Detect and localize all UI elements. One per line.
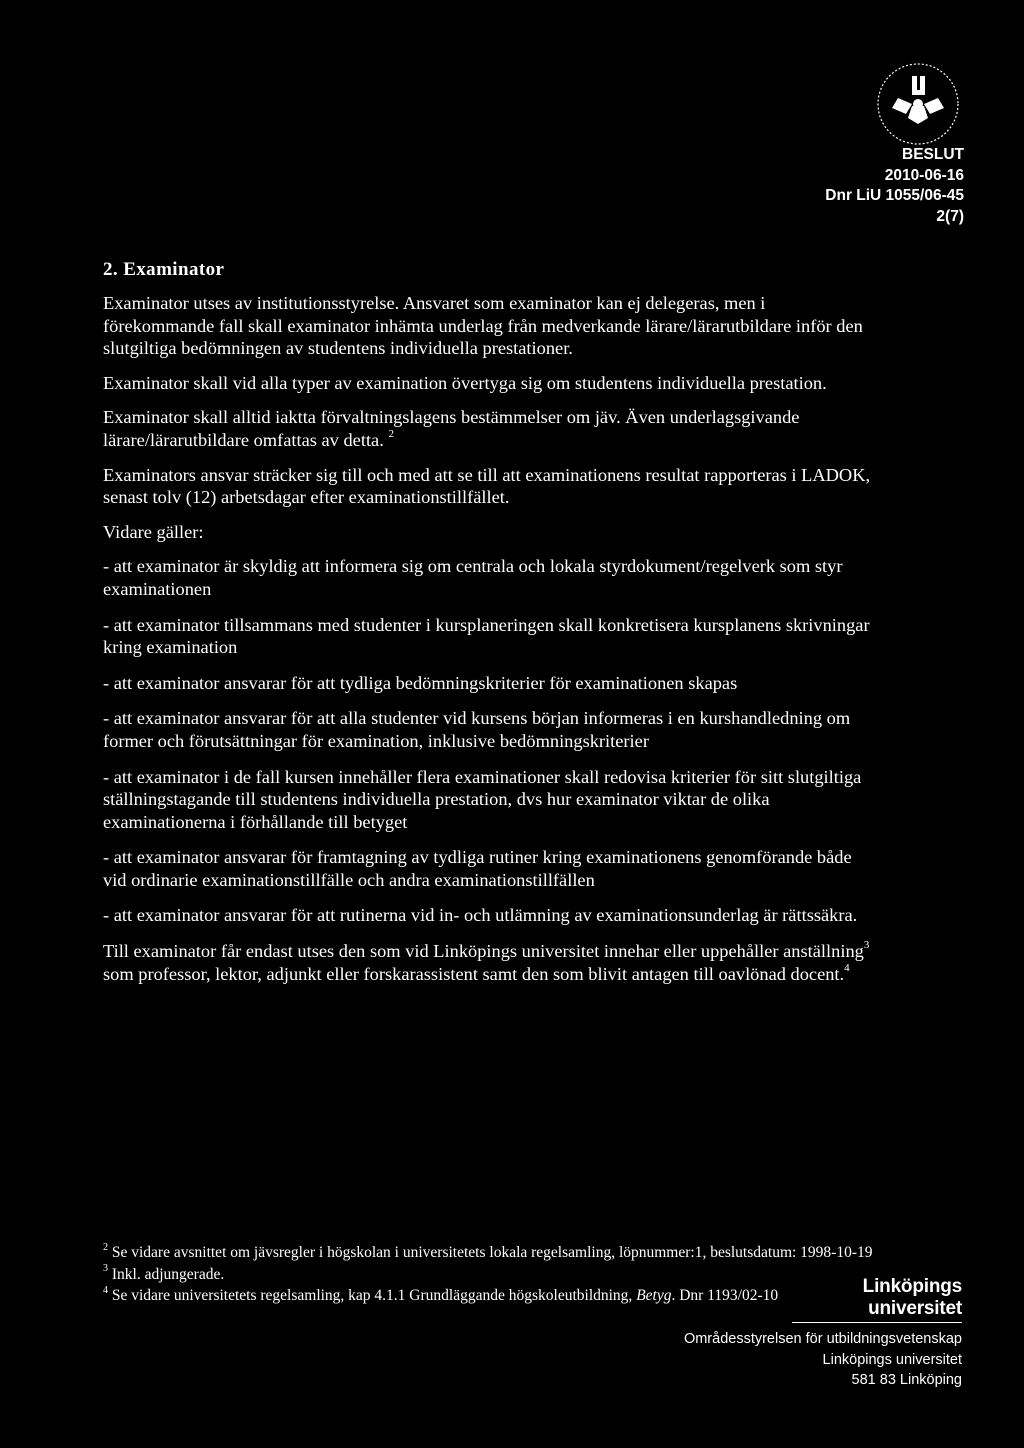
footnote-text: Inkl. adjungerade. [108,1265,225,1283]
list-item: - att examinator ansvarar för att tydliga bedömningskriterier för examinationen skapas [103,672,738,693]
paragraph [103,406,873,451]
list-item: - att examinator ansvarar för framtagning av tydliga rutiner kring examinationens genomförande både vid ordinarie examinationstillfälle och andra examinationstillfällen [103,847,852,890]
university-line: 581 83 Linköping [851,1372,962,1388]
footnote [103,1242,983,1264]
doc-date: 2010-06-16 [884,166,964,184]
paragraph: Vidare gäller: [103,521,204,542]
document-body [103,292,873,997]
list-item: - att examinator ansvarar för att alla studenter vid kursens början informeras i en kurshandledning om former och förutsättningar för examination, inklusive bedömningskriterier [103,708,851,751]
paragraph: Examinator skall vid alla typer av examination övertyga sig om studentens individuella prestation. [103,372,827,393]
page-number: 2(7) [936,207,964,225]
list-item: - att examinator ansvarar för att rutinerna vid in- och utlämning av examinationsunderlag är rättssäkra. [103,905,858,926]
footnote-number: 4 [103,1284,108,1296]
list-item: - att examinator i de fall kursen innehåller flera examinationer skall redovisa kriterier för sitt slutgiltiga ställningstagande till studentens individuella prestation, dvs hur examinator viktar de olika examinationerna i förhållande till betyget [103,766,862,832]
university-name: Linköpings universitet [792,1276,962,1323]
list-item: - att examinator är skyldig att informera sig om centrala och lokala styrdokument/regelverk som styr examinationen [103,556,843,599]
paragraph [103,940,873,985]
doc-type: BESLUT [902,146,964,163]
footnote-number: 3 [103,1263,108,1275]
footnote-text: Se vidare avsnittet om jävsregler i högskolan i universitetets lokala regelsamling, löpnummer:1, beslutsdatum: 1998-10-19 [108,1244,873,1261]
footnote-marker: 3 [863,938,870,951]
footnote-marker: 2 [388,427,394,440]
university-footer [684,1276,962,1391]
paragraph-text: som professor, lektor, adjunkt eller forskarassistent samt den som blivit antagen till oavlönad docent. [103,963,845,984]
footnote-italic: Betyg [636,1287,672,1304]
section-title: 2. Examinator [103,259,225,280]
university-line: Områdesstyrelsen för utbildningsvetenskap [683,1331,962,1347]
paragraph: Examinators ansvar sträcker sig till och med att se till att examinationens resultat rapporteras i LADOK, senast tolv (12) arbetsdagar efter examinationstillfället. [103,464,871,508]
paragraph: Examinator utses av institutionsstyrelse. Ansvaret som examinator kan ej delegeras, men i förekommande fall skall examinator inhämta underlag från medverkande lärare/lärarutbildare inför den slutgiltiga bedömningen av studentens individuella prestationer. [103,293,863,359]
paragraph-text: Examinator skall alltid iaktta förvaltningslagens bestämmelser om jäv. Även underlagsgivande lärare/lärarutbildare omfattas av detta. [103,407,800,450]
doc-dnr: Dnr LiU 1055/06-45 [825,187,964,204]
footnote-text: . Dnr 1193/02-10 [671,1287,779,1304]
university-seal-icon [872,58,964,150]
document-meta [825,145,964,227]
list-item: - att examinator tillsammans med studenter i kursplaneringen skall konkretisera kursplanens skrivningar kring examination [103,614,870,658]
footnote-text: Se vidare universitetets regelsamling, kap 4.1.1 Grundläggande högskoleutbildning, [108,1287,637,1304]
paragraph-text: Till examinator får endast utses den som vid Linköpings universitet innehar eller uppehåller anställning [103,941,864,962]
university-line: Linköpings universitet [822,1351,962,1368]
footnote-marker: 4 [844,961,850,974]
footnote-number: 2 [103,1241,108,1253]
